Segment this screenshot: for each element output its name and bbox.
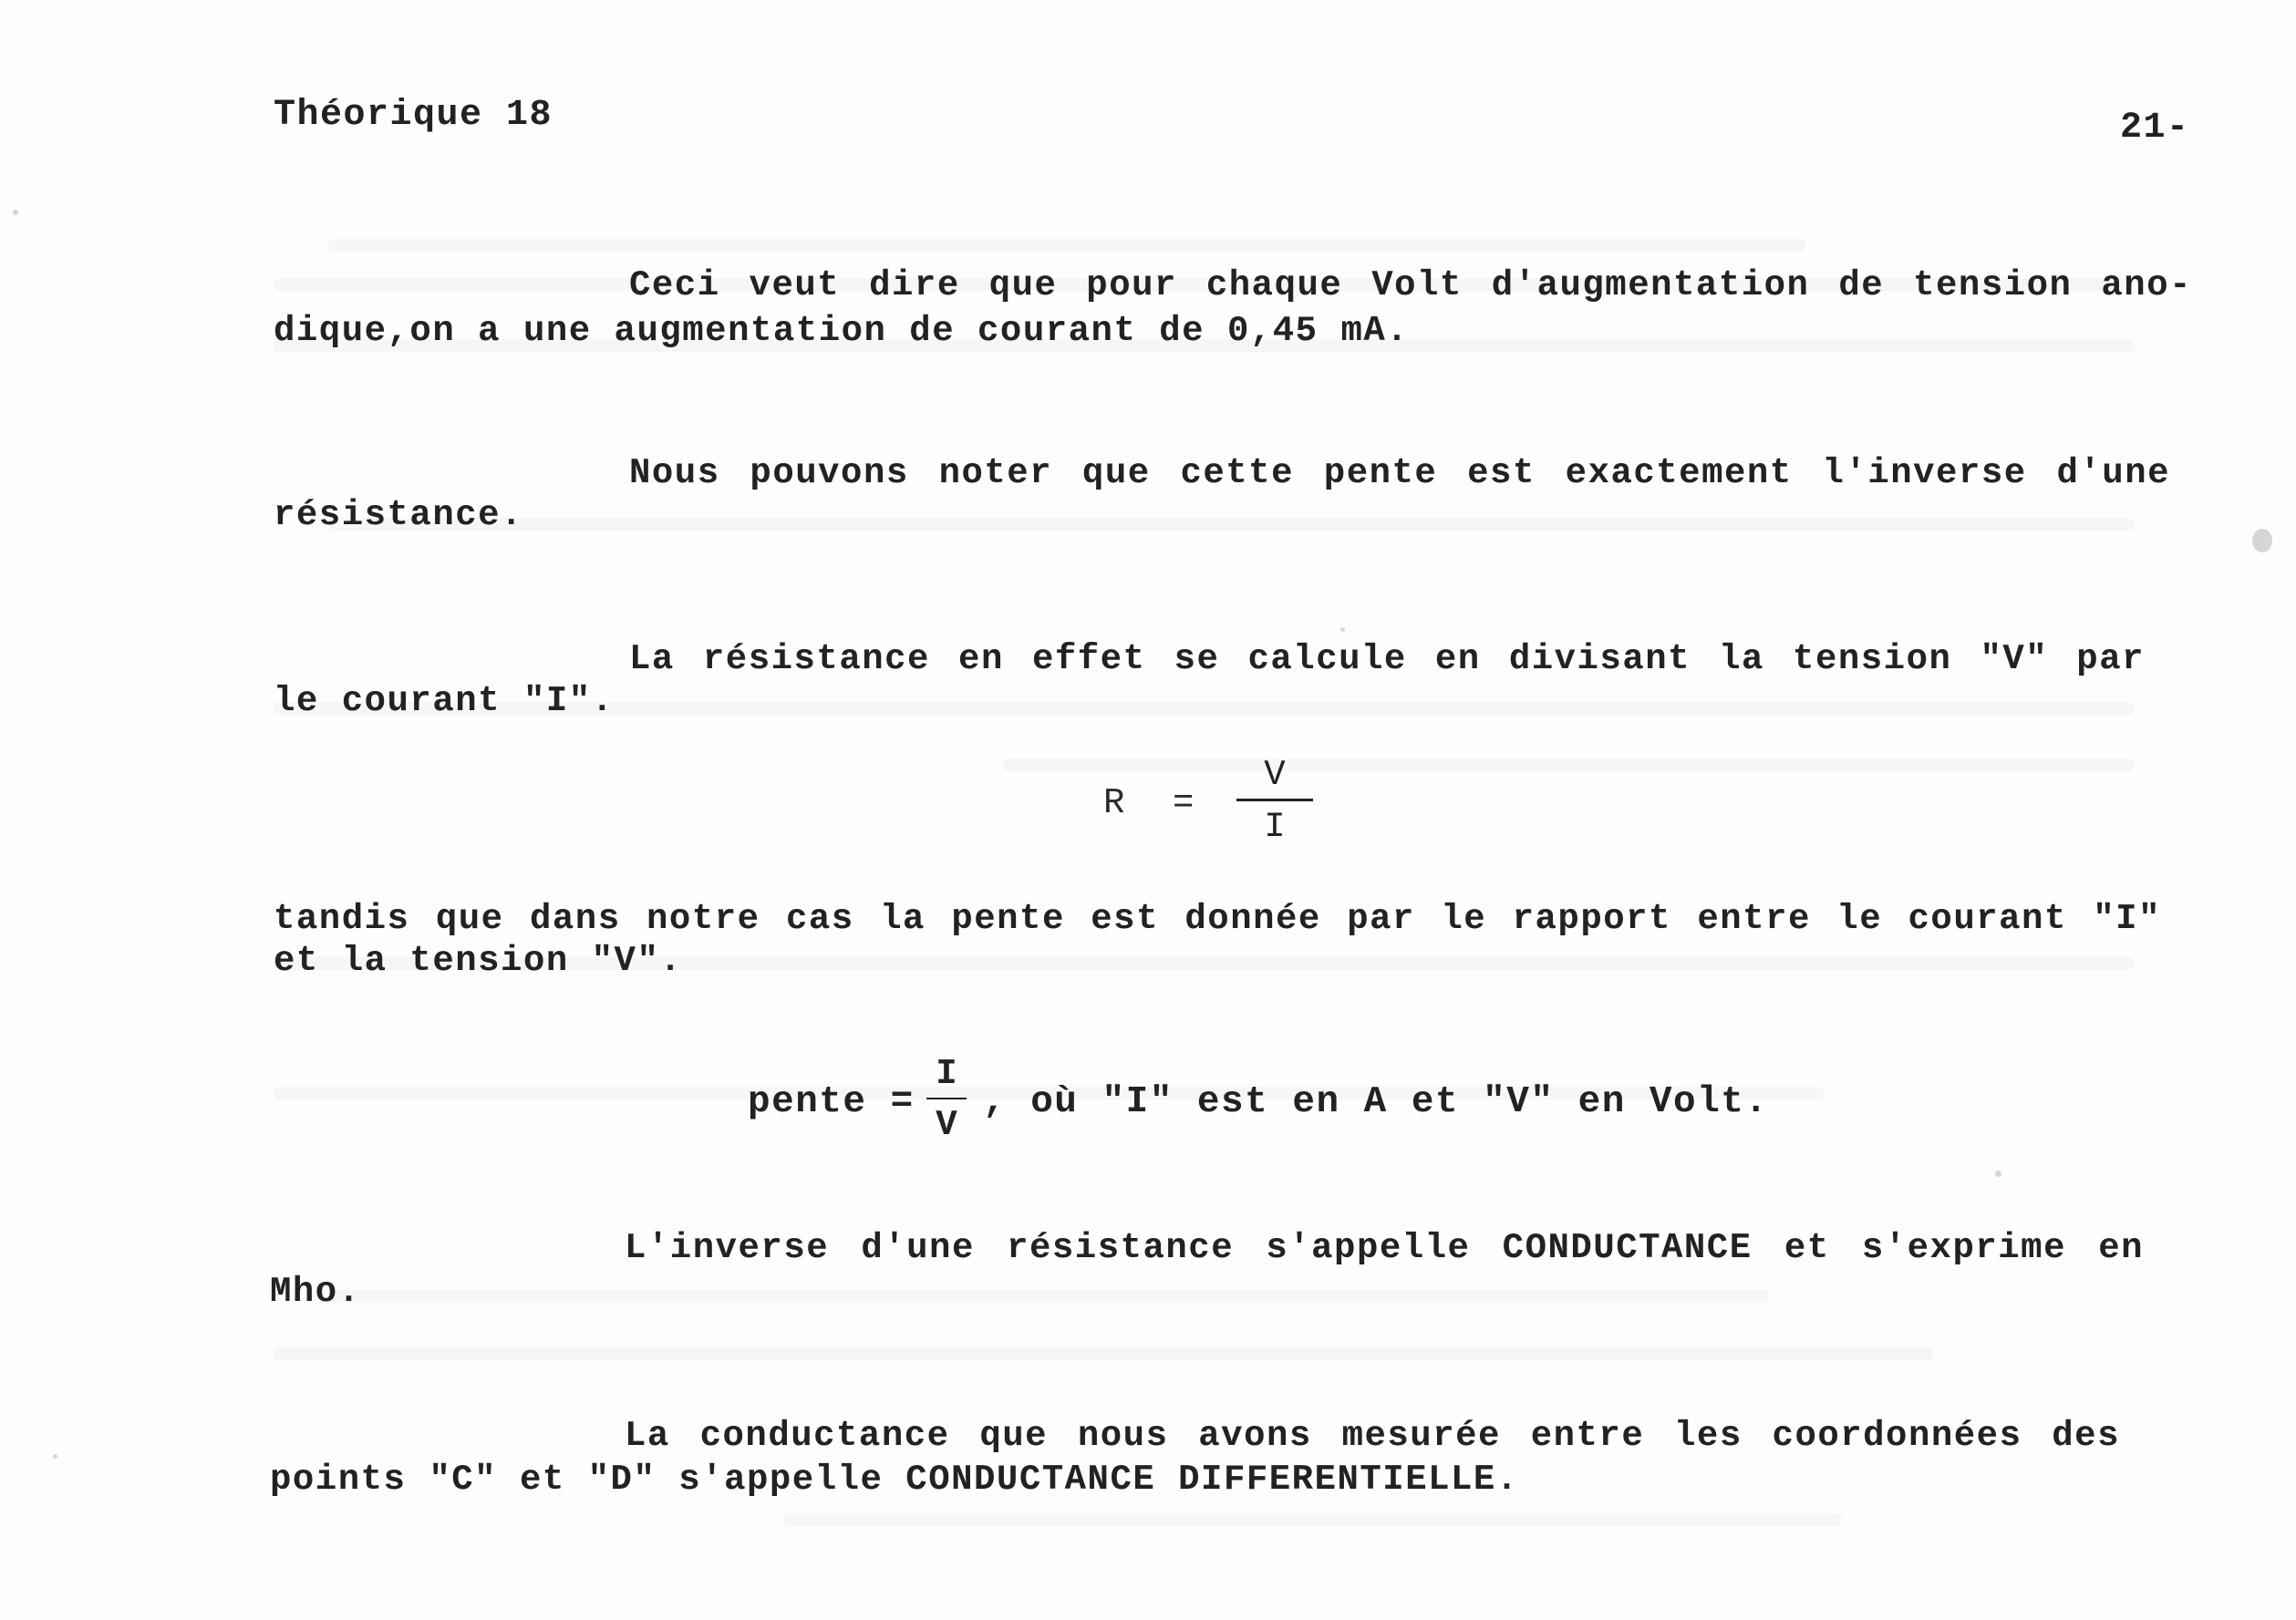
paragraph-1-line-2: dique,on a une augmentation de courant de 0,45 mA. xyxy=(274,311,1410,351)
resistance-numerator: V xyxy=(1264,755,1286,795)
paragraph-4-line-1: tandis que dans notre cas la pente est donnée par le rapport entre le courant "I" xyxy=(274,899,2161,939)
page-number: 21- xyxy=(2120,108,2190,149)
paragraph-6-line-1: La conductance que nous avons mesurée entre les coordonnées des xyxy=(625,1416,2120,1456)
resistance-fraction xyxy=(1236,755,1313,847)
running-title: Théorique 18 xyxy=(274,95,553,136)
pente-denominator: V xyxy=(936,1105,957,1145)
resistance-formula-lhs: R xyxy=(1103,783,1126,823)
scan-speck xyxy=(1340,627,1345,632)
paragraph-4-line-2: et la tension "V". xyxy=(274,941,683,981)
paragraph-3-line-2: le courant "I". xyxy=(274,681,615,721)
resistance-denominator: I xyxy=(1264,807,1286,847)
pente-fraction xyxy=(926,1054,967,1145)
paragraph-5-line-2: Mho. xyxy=(270,1272,361,1312)
fraction-bar xyxy=(926,1098,967,1099)
paragraph-1-line-1: Ceci veut dire que pour chaque Volt d'augmentation de tension ano- xyxy=(629,265,2192,305)
fraction-bar xyxy=(1236,799,1313,801)
paragraph-3-line-1: La résistance en effet se calcule en divisant la tension "V" par xyxy=(629,639,2145,679)
pente-formula-lhs: pente = xyxy=(748,1081,915,1123)
scan-speck xyxy=(13,210,18,215)
bleed-through-mark xyxy=(784,1513,1842,1526)
paragraph-6-line-2: points "C" et "D" s'appelle CONDUCTANCE DIFFERENTIELLE. xyxy=(270,1460,1519,1500)
paragraph-2-line-2: résistance. xyxy=(274,495,523,535)
scan-speck xyxy=(1995,1171,2001,1177)
bleed-through-mark xyxy=(328,518,2134,531)
pente-formula-suffix: , où "I" est en A et "V" en Volt. xyxy=(983,1081,1769,1123)
paragraph-2-line-1: Nous pouvons noter que cette pente est exactement l'inverse d'une xyxy=(629,453,2170,493)
bleed-through-mark xyxy=(328,239,1805,252)
scan-speck xyxy=(53,1454,57,1459)
pente-numerator: I xyxy=(936,1054,957,1094)
bleed-through-mark xyxy=(328,1290,1769,1303)
resistance-formula-equals: = xyxy=(1173,783,1195,823)
bleed-through-mark xyxy=(1003,758,2134,771)
paragraph-5-line-1: L'inverse d'une résistance s'appelle CONDUCTANCE et s'exprime en xyxy=(625,1228,2144,1268)
scan-speck xyxy=(2252,529,2272,552)
bleed-through-mark xyxy=(274,1347,1933,1360)
